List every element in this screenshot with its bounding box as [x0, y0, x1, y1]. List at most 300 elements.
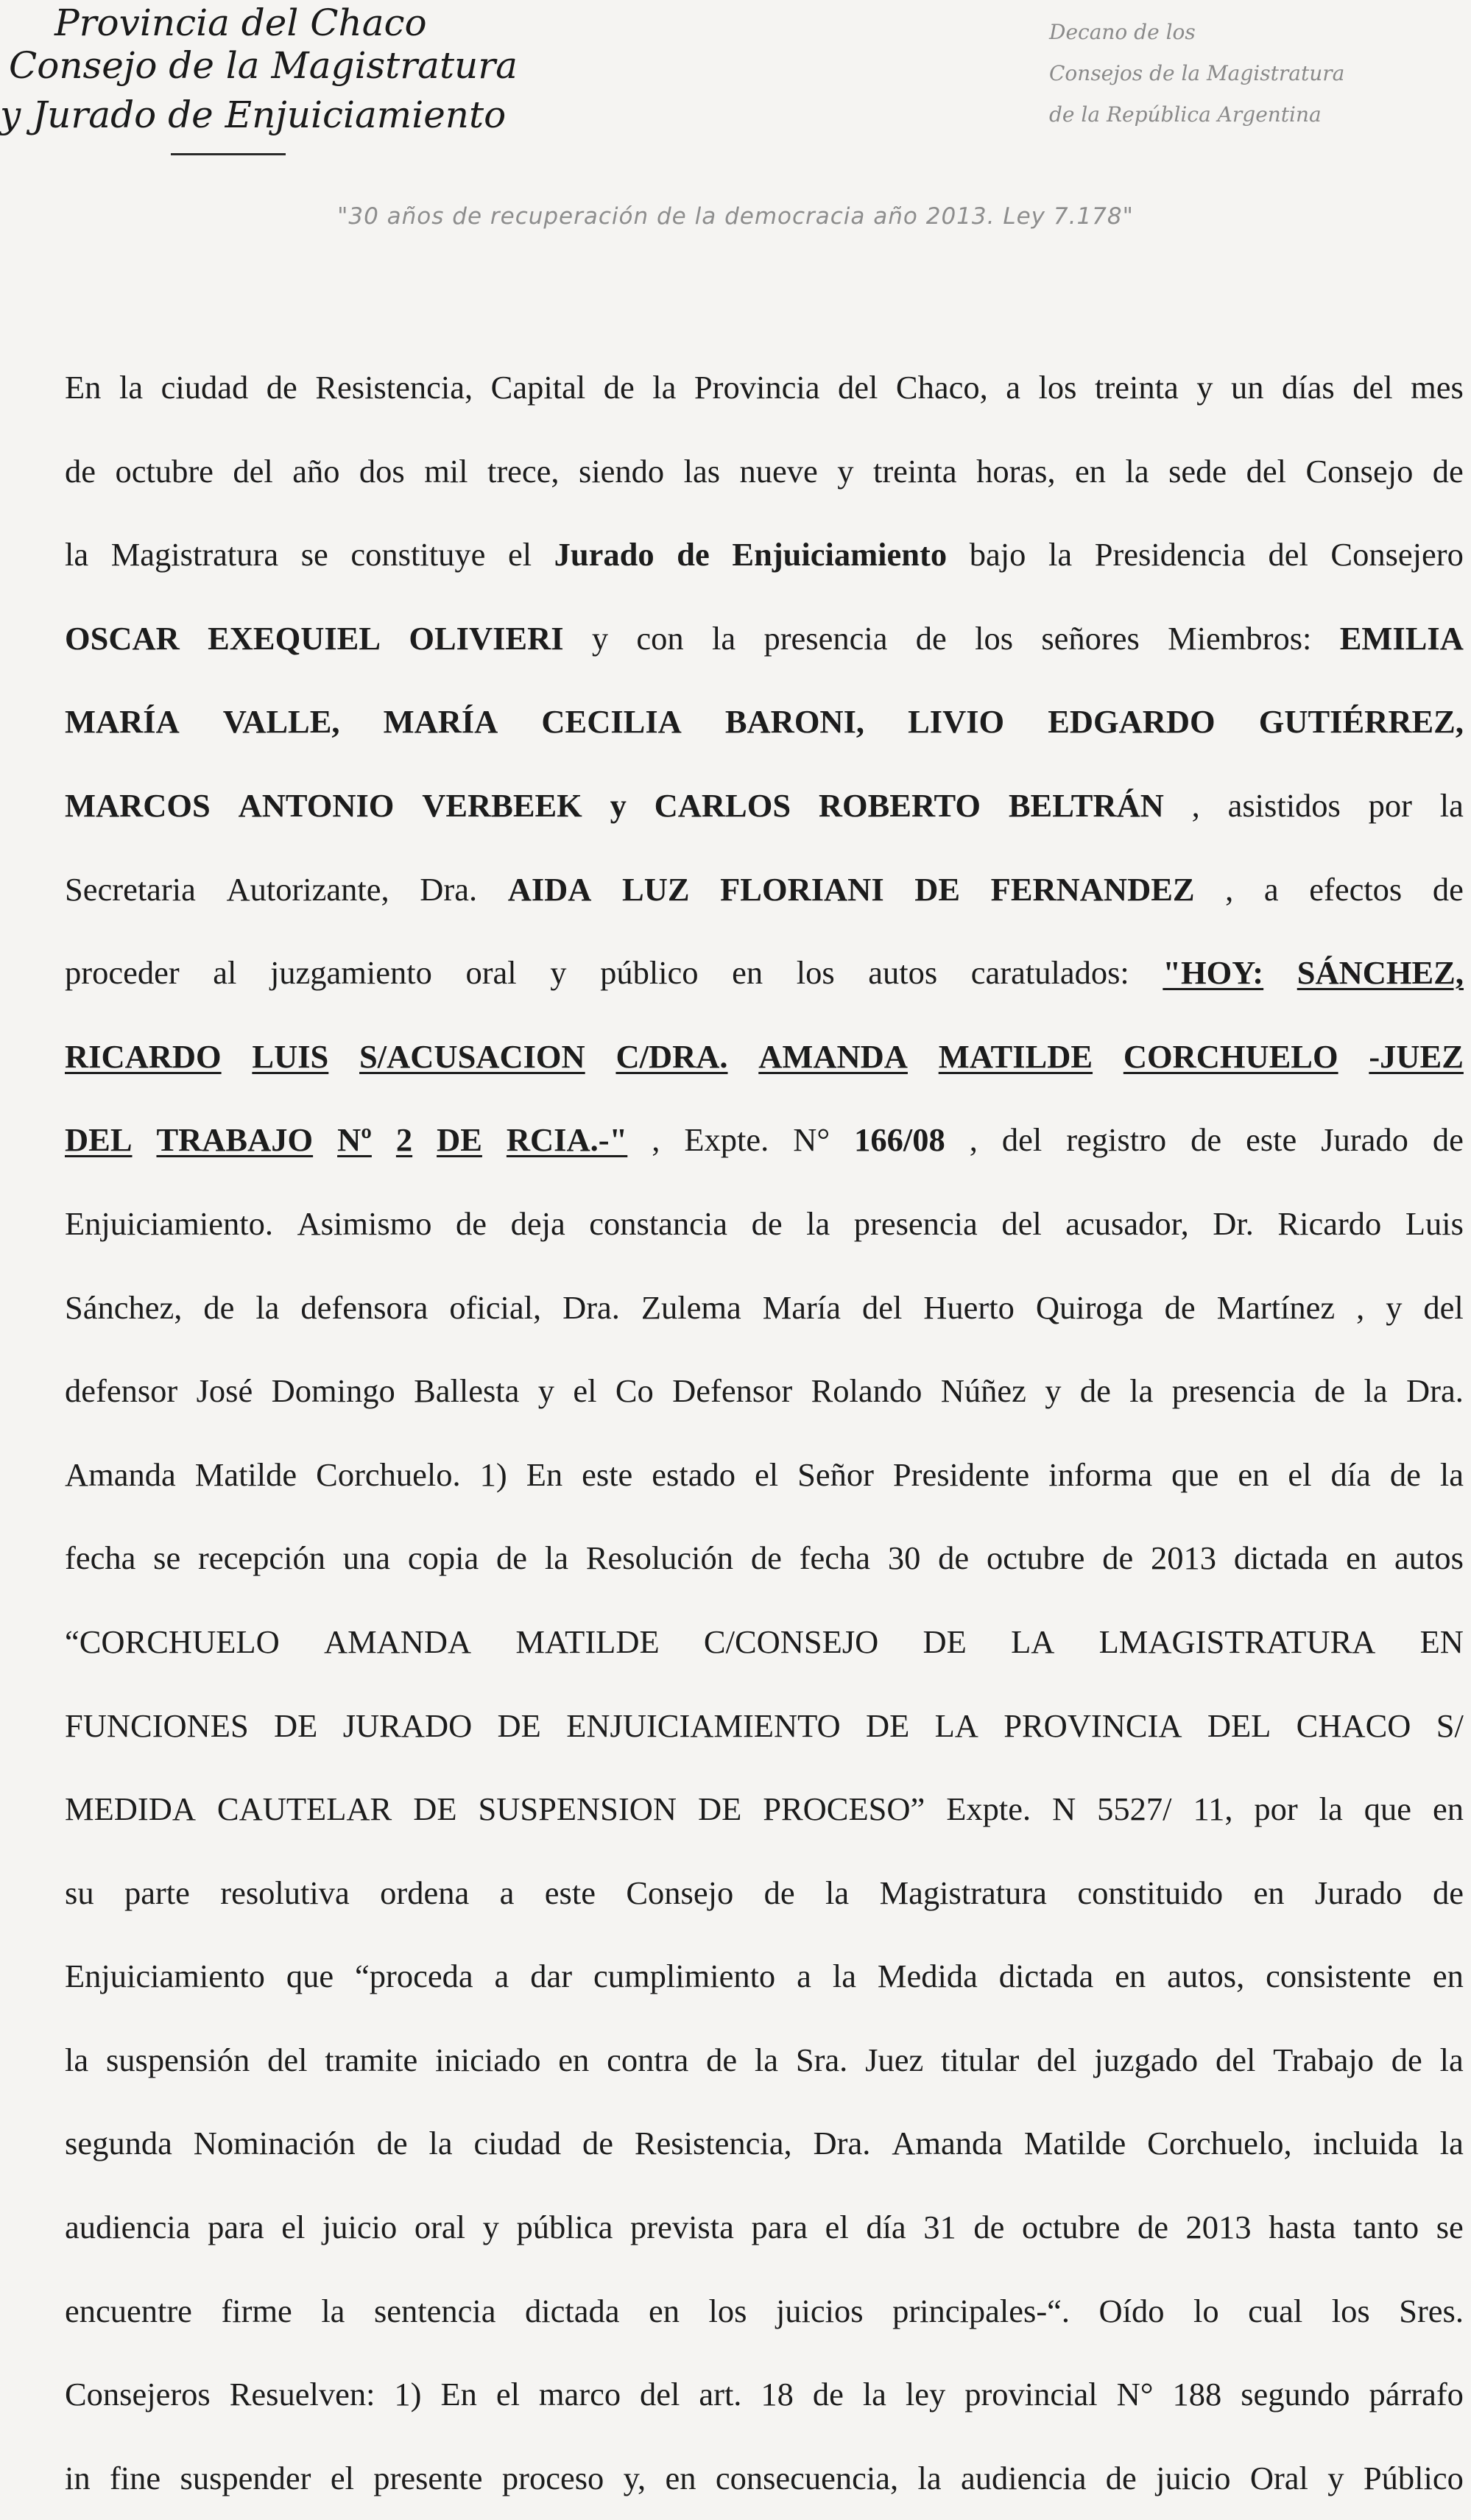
body-word: AMANDA: [323, 1623, 472, 1660]
body-word: Chaco,: [895, 369, 988, 406]
body-word: Dr.: [1213, 1204, 1254, 1242]
body-word: OSCAR: [65, 619, 180, 657]
body-word: lo: [1193, 2292, 1219, 2329]
body-word: de: [1105, 2459, 1137, 2496]
body-word: el: [281, 2209, 306, 2246]
body-word: CARLOS: [654, 786, 791, 824]
body-word: Corchuelo,: [1147, 2125, 1292, 2162]
body-word: la: [862, 2376, 886, 2413]
body-word: titular: [941, 2041, 1020, 2078]
body-word: Ricardo: [1277, 1204, 1382, 1242]
body-word: la: [1319, 1790, 1343, 1828]
body-word: proceso: [501, 2459, 604, 2496]
body-word: Sres.: [1399, 2292, 1464, 2329]
body-word: Zulema: [641, 1288, 741, 1326]
body-word: EN: [1419, 1623, 1464, 1660]
body-word: del: [233, 452, 273, 490]
body-word: provincial: [964, 2376, 1098, 2413]
body-word: la: [544, 1539, 568, 1577]
body-word: Resuelven:: [229, 2376, 375, 2413]
body-word: la: [1125, 452, 1149, 490]
body-word: recepción: [198, 1539, 325, 1577]
body-word: BELTRÁN: [1008, 786, 1164, 824]
body-word: dictada: [998, 1958, 1094, 1995]
body-word: ANTONIO: [238, 786, 395, 824]
body-word: ,: [1225, 870, 1234, 908]
body-word: de: [1137, 2209, 1168, 2246]
body-word: de: [1314, 1372, 1346, 1410]
body-word: oficial,: [449, 1288, 542, 1326]
body-word: y: [550, 954, 567, 992]
body-word: “proceda: [355, 1958, 473, 1995]
body-word: a: [797, 1958, 811, 1995]
body-word: Oral: [1249, 2459, 1308, 2496]
body-word: que: [286, 1958, 334, 1995]
letterhead-council: Consejo de la Magistratura: [9, 44, 518, 87]
body-word: siendo: [579, 452, 665, 490]
body-line: [65, 1015, 1464, 1099]
body-word: de: [1389, 1455, 1421, 1493]
body-line: [65, 1935, 1464, 2019]
body-word: días: [1282, 369, 1335, 406]
body-word: presencia: [763, 619, 888, 657]
body-word: de: [812, 2376, 844, 2413]
body-word: de: [750, 1539, 782, 1577]
body-word: Jurado: [554, 536, 655, 573]
body-word: el: [495, 2376, 520, 2413]
body-word: caratulados:: [970, 954, 1129, 992]
body-word: firme: [221, 2292, 292, 2329]
body-word: Secretaria: [65, 870, 196, 908]
body-word: este: [582, 1455, 633, 1493]
body-word: EMILIA: [1339, 619, 1464, 657]
body-word: consistente: [1266, 1958, 1411, 1995]
body-word: octubre: [1021, 2209, 1121, 2246]
body-word: CECILIA: [541, 703, 682, 741]
body-word: mil: [424, 452, 468, 490]
body-word: 1): [479, 1455, 507, 1493]
body-word: de: [938, 1539, 970, 1577]
body-word: la: [321, 2292, 345, 2329]
body-word: público: [600, 954, 699, 992]
body-word: 2: [395, 1121, 413, 1159]
body-word: de: [456, 1204, 487, 1242]
body-word: 11,: [1193, 1790, 1233, 1828]
body-word: LA: [934, 1707, 978, 1744]
body-word: DE: [413, 1790, 457, 1828]
body-word: DE: [865, 1707, 910, 1744]
body-word: proceder: [65, 954, 180, 992]
body-word: los: [708, 2292, 747, 2329]
body-word: en: [1346, 1539, 1377, 1577]
body-word: juicios: [775, 2292, 864, 2329]
body-word: con: [636, 619, 684, 657]
body-word: autos: [1394, 1539, 1464, 1577]
body-word: de: [603, 369, 635, 406]
body-word: autos: [868, 954, 938, 992]
body-word: 166/08: [854, 1121, 945, 1159]
body-word: en: [558, 2041, 590, 2078]
body-word: DEL: [65, 1121, 133, 1159]
body-word: FLORIANI: [720, 870, 884, 908]
body-word: MARÍA: [383, 703, 498, 741]
body-word: consecuencia,: [715, 2459, 899, 2496]
body-word: Luis: [1405, 1204, 1464, 1242]
body-word: Matilde: [1023, 2125, 1126, 2162]
body-word: la: [1439, 2041, 1464, 2078]
body-word: LIVIO: [908, 703, 1005, 741]
body-word: señores: [1041, 619, 1140, 657]
body-word: de: [203, 1288, 235, 1326]
body-word: octubre: [115, 452, 214, 490]
body-word: juicio: [322, 2209, 398, 2246]
body-word: la: [1439, 2125, 1464, 2162]
body-word: informa: [1048, 1455, 1153, 1493]
body-word: RCIA.-": [506, 1121, 628, 1159]
body-word: Nº: [337, 1121, 372, 1159]
body-word: registro: [1066, 1121, 1167, 1159]
body-word: Magistratura: [879, 1874, 1047, 1911]
document-body: [65, 346, 1464, 2520]
body-word: Sra.: [795, 2041, 848, 2078]
body-word: 30: [887, 1539, 921, 1577]
body-word: ,: [969, 1121, 978, 1159]
motto-line: "30 años de recuperación de la democracia año 2013. Ley 7.178": [337, 203, 1134, 230]
body-word: MARÍA: [65, 703, 180, 741]
body-word: encuentre: [65, 2292, 192, 2329]
body-word: FUNCIONES: [65, 1707, 249, 1744]
body-word: LMAGISTRATURA: [1098, 1623, 1376, 1660]
body-word: PROCESO”: [763, 1790, 925, 1828]
body-word: de: [1432, 1121, 1464, 1159]
body-word: ,: [652, 1121, 660, 1159]
body-line: [65, 1433, 1464, 1517]
body-word: la: [1439, 786, 1464, 824]
body-line: [65, 2353, 1464, 2437]
body-word: oral: [465, 954, 517, 992]
body-word: de: [266, 369, 297, 406]
body-word: -JUEZ: [1369, 1037, 1464, 1075]
body-word: N°: [1116, 2376, 1154, 2413]
body-word: LA: [1011, 1623, 1055, 1660]
body-word: Presidencia: [1094, 536, 1246, 573]
body-word: Presidente: [892, 1455, 1030, 1493]
body-word: por: [1368, 786, 1412, 824]
body-word: RICARDO: [65, 1037, 222, 1075]
body-word: año: [292, 452, 340, 490]
body-word: la: [255, 1288, 280, 1326]
body-word: incluida: [1313, 2125, 1419, 2162]
body-word: juzgado: [1094, 2041, 1199, 2078]
body-word: Corchuelo.: [316, 1455, 461, 1493]
body-word: Consejo: [626, 1874, 734, 1911]
body-word: marco: [538, 2376, 621, 2413]
body-word: de: [1391, 2041, 1422, 2078]
body-word: DE: [923, 1623, 967, 1660]
body-word: de: [763, 1874, 795, 1911]
body-line: [65, 513, 1464, 597]
body-word: autos,: [1167, 1958, 1245, 1995]
body-word: EXEQUIEL: [208, 619, 381, 657]
body-line: [65, 430, 1464, 514]
body-word: Dra.: [813, 2125, 871, 2162]
body-word: de: [1102, 1539, 1134, 1577]
body-word: MATILDE: [938, 1037, 1093, 1075]
body-word: Asimismo: [297, 1204, 432, 1242]
body-word: Consejo: [1305, 452, 1414, 490]
body-word: oral: [414, 2209, 466, 2246]
body-word: PROVINCIA: [1003, 1707, 1182, 1744]
body-word: del: [1037, 2041, 1077, 2078]
body-word: del: [1352, 369, 1393, 406]
body-word: N: [1052, 1790, 1076, 1828]
body-word: deja: [510, 1204, 565, 1242]
body-word: día: [1330, 1455, 1371, 1493]
body-word: in: [65, 2459, 91, 2496]
body-word: defensora: [300, 1288, 428, 1326]
body-word: asistidos: [1227, 786, 1341, 824]
body-line: [65, 1098, 1464, 1182]
body-word: de: [706, 2041, 738, 2078]
body-word: el: [330, 2459, 354, 2496]
body-word: José: [196, 1372, 253, 1410]
body-word: la: [754, 2041, 779, 2078]
body-line: [65, 1600, 1464, 1684]
body-word: OLIVIERI: [409, 619, 564, 657]
letterhead-right-line-1: Decano de los: [1049, 20, 1196, 44]
body-word: Huerto: [923, 1288, 1015, 1326]
letterhead-jury: y Jurado de Enjuiciamiento: [0, 93, 507, 136]
body-word: N°: [793, 1121, 830, 1159]
body-word: y: [1196, 369, 1213, 406]
body-word: del: [1268, 536, 1308, 573]
body-word: DEL: [1207, 1707, 1271, 1744]
body-line: [65, 1182, 1464, 1266]
body-word: MARCOS: [65, 786, 211, 824]
body-word: este: [1246, 1121, 1297, 1159]
body-word: y: [482, 2209, 499, 2246]
body-word: segunda: [65, 2125, 172, 2162]
body-word: Expte.: [684, 1121, 769, 1159]
body-word: una: [342, 1539, 391, 1577]
body-word: Dra.: [420, 870, 478, 908]
body-word: LUZ: [622, 870, 690, 908]
body-word: Dra.: [1405, 1372, 1464, 1410]
body-word: TRABAJO: [156, 1121, 314, 1159]
body-word: sede: [1168, 452, 1227, 490]
body-word: audiencia: [960, 2459, 1087, 2496]
body-word: suspensión: [105, 2041, 250, 2078]
body-word: del: [1215, 2041, 1256, 2078]
body-word: de: [1432, 870, 1464, 908]
body-word: MATILDE: [515, 1623, 660, 1660]
body-word: octubre: [986, 1539, 1085, 1577]
body-word: DE: [697, 1790, 742, 1828]
body-word: mes: [1411, 369, 1464, 406]
body-word: 2013: [1185, 2209, 1252, 2246]
body-word: los: [1331, 2292, 1370, 2329]
body-word: JURADO: [342, 1707, 473, 1744]
body-word: tanto: [1353, 2209, 1419, 2246]
body-word: Dra.: [562, 1288, 620, 1326]
body-word: Medida: [877, 1958, 978, 1995]
body-line: [65, 680, 1464, 764]
body-word: BARONI,: [724, 703, 865, 741]
letterhead-right: [1049, 12, 1461, 135]
body-word: ley: [905, 2376, 946, 2413]
body-word: fecha: [65, 1539, 136, 1577]
body-word: 188: [1172, 2376, 1222, 2413]
body-word: En: [526, 1455, 563, 1493]
body-word: hasta: [1269, 2209, 1336, 2246]
body-word: DE: [497, 1707, 541, 1744]
letterhead-rule: [171, 153, 286, 155]
body-word: Señor: [797, 1455, 874, 1493]
body-word: de: [1190, 1121, 1222, 1159]
body-word: Rolando: [811, 1372, 923, 1410]
body-word: el: [1288, 1455, 1312, 1493]
body-word: Enjuiciamiento: [65, 1958, 265, 1995]
body-line: [65, 597, 1464, 681]
body-word: AMANDA: [758, 1037, 908, 1075]
body-word: para: [751, 2209, 808, 2246]
body-word: "HOY:: [1163, 954, 1264, 992]
body-word: Magistratura: [110, 536, 279, 573]
body-word: de: [376, 2125, 408, 2162]
body-word: fine: [109, 2459, 161, 2496]
body-word: y: [1386, 1288, 1403, 1326]
body-word: a: [1006, 369, 1021, 406]
body-word: juzgamiento: [269, 954, 432, 992]
body-word: DE: [274, 1707, 318, 1744]
body-word: “CORCHUELO: [65, 1623, 280, 1660]
body-word: Miembros:: [1168, 619, 1312, 657]
body-word: CAUTELAR: [216, 1790, 392, 1828]
letterhead-right-line-2: Consejos de la Magistratura: [1049, 61, 1345, 85]
body-word: Jurado: [1321, 1121, 1408, 1159]
body-word: constancia: [589, 1204, 728, 1242]
body-word: la: [428, 2125, 453, 2162]
body-word: la: [806, 1204, 830, 1242]
body-word: VERBEEK: [422, 786, 582, 824]
body-word: C/CONSEJO: [703, 1623, 879, 1660]
body-word: dos: [359, 452, 405, 490]
body-word: CORCHUELO: [1123, 1037, 1338, 1075]
body-word: la: [1439, 1455, 1464, 1493]
body-word: presente: [373, 2459, 483, 2496]
body-word: constituye: [350, 536, 486, 573]
body-word: suspender: [180, 2459, 311, 2496]
body-word: en: [1432, 1958, 1464, 1995]
body-word: SUSPENSION: [478, 1790, 677, 1828]
body-word: la: [917, 2459, 942, 2496]
body-line: [65, 1684, 1464, 1768]
body-word: resolutiva: [220, 1874, 350, 1911]
body-word: para: [208, 2209, 264, 2246]
body-word: En: [65, 369, 102, 406]
body-word: la: [1048, 536, 1073, 573]
body-word: este: [544, 1874, 596, 1911]
body-line: [65, 1517, 1464, 1600]
body-word: Núñez: [940, 1372, 1026, 1410]
body-word: DE: [437, 1121, 482, 1159]
body-word: y: [1327, 2459, 1344, 2496]
body-word: de: [677, 536, 710, 573]
body-word: la: [1364, 1372, 1388, 1410]
body-word: prevista: [630, 2209, 734, 2246]
body-word: estado: [652, 1455, 736, 1493]
body-word: en: [1075, 452, 1107, 490]
letterhead-right-line-3: de la República Argentina: [1049, 102, 1322, 127]
body-word: de: [496, 1539, 528, 1577]
body-word: contra: [607, 2041, 689, 2078]
body-word: Consejero: [1330, 536, 1464, 573]
body-word: a: [1263, 870, 1279, 908]
letterhead-province: Provincia del Chaco: [54, 1, 427, 44]
body-line: [65, 2019, 1464, 2103]
body-word: 1): [394, 2376, 422, 2413]
body-word: parte: [124, 1874, 190, 1911]
body-line: [65, 931, 1464, 1015]
body-word: Domingo: [271, 1372, 395, 1410]
body-word: dar: [530, 1958, 573, 1995]
body-word: los: [1038, 369, 1077, 406]
body-word: en: [1253, 1874, 1285, 1911]
body-word: pública: [516, 2209, 613, 2246]
body-word: efectos: [1309, 870, 1403, 908]
body-word: Resolución: [585, 1539, 734, 1577]
body-word: segundo: [1241, 2376, 1350, 2413]
body-word: Defensor: [672, 1372, 793, 1410]
body-word: del: [1001, 1121, 1043, 1159]
body-word: de: [1079, 1372, 1111, 1410]
body-line: [65, 764, 1464, 848]
body-word: que: [1364, 1790, 1411, 1828]
body-word: la: [119, 369, 144, 406]
body-word: en: [1432, 1790, 1464, 1828]
body-word: fecha: [799, 1539, 871, 1577]
body-word: ordena: [380, 1874, 470, 1911]
body-word: Enjuiciamiento: [732, 536, 948, 573]
body-word: nueve: [739, 452, 818, 490]
body-word: FERNANDEZ: [990, 870, 1195, 908]
body-word: Quiroga: [1035, 1288, 1143, 1326]
body-word: Trabajo: [1273, 2041, 1374, 2078]
body-word: las: [683, 452, 721, 490]
body-word: en: [1115, 1958, 1146, 1995]
body-word: a: [494, 1958, 509, 1995]
body-word: ciudad: [473, 2125, 562, 2162]
body-word: dictada: [1233, 1539, 1329, 1577]
body-word: Resistencia,: [634, 2125, 792, 2162]
body-word: se: [153, 1539, 181, 1577]
body-word: un: [1231, 369, 1264, 406]
body-word: párrafo: [1369, 2376, 1464, 2413]
body-word: del: [838, 369, 878, 406]
body-word: cual: [1248, 2292, 1303, 2329]
body-word: la: [652, 369, 677, 406]
body-word: de: [1164, 1288, 1196, 1326]
body-word: de: [1432, 1874, 1464, 1911]
body-word: Sánchez,: [65, 1288, 183, 1326]
body-word: los: [796, 954, 835, 992]
body-word: la: [65, 536, 89, 573]
body-word: EDGARDO: [1048, 703, 1216, 741]
body-word: bajo: [969, 536, 1026, 573]
body-word: 31: [923, 2209, 956, 2246]
body-word: DE: [914, 870, 961, 908]
body-word: ,: [1191, 786, 1200, 824]
